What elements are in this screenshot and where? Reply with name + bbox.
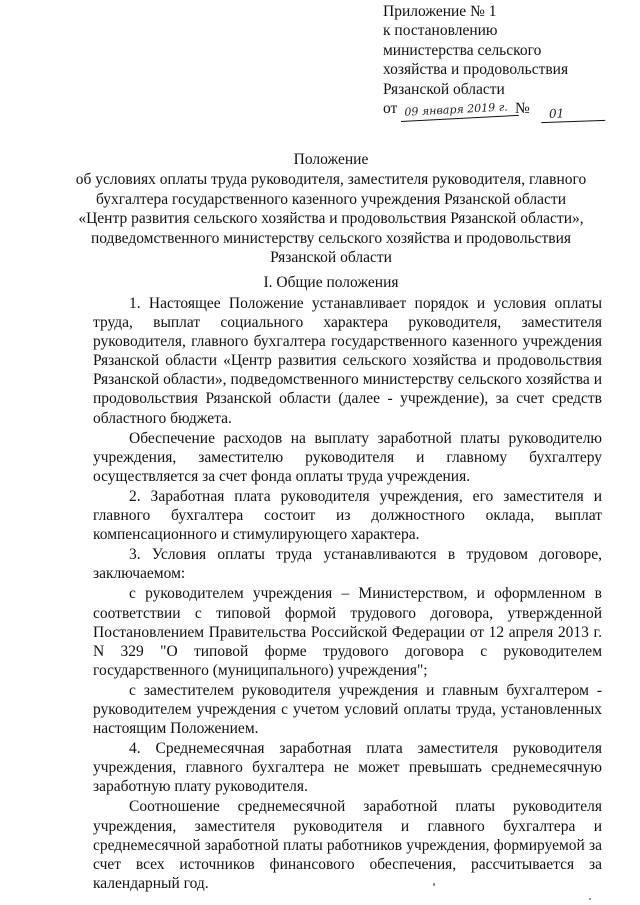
title-subtitle: об условиях оплаты труда руководителя, заместителя руководителя, главного бухгалтера государственного казенного учреждения Рязанской области «Центр развития сельского хозяйства и продовольствия Рязанской области», подведомственного министерству сельского хозяйства и продовольствия Рязанской области [75,171,587,267]
appendix-line: к постановлению [383,22,498,40]
paragraph: с руководителем учреждения – Министерством, и оформленном в соответствии с типовой формой трудового договора, утвержденной Постановлением Правительства Российской Федерации от 12 апреля 2013 г. N 329 "О типовой форме трудового договора с руководителем государственного (муниципального) учреждения"; [93,585,602,679]
date-prefix: от [383,100,398,118]
scan-speck [433,883,435,886]
appendix-line: Рязанской области [383,80,505,98]
paragraph: Соотношение среднемесячной заработной платы руководителя учреждения, заместителя руководителя и главного бухгалтера и среднемесячной заработной платы работников учреждения, формируемой за счет всех источников финансового обеспечения, рассчитывается за календарный год. [93,798,602,892]
appendix-line: хозяйства и продовольствия [383,61,569,79]
scan-speck [589,898,591,900]
title-heading: Положение [293,151,369,168]
paragraph: 2. Заработная плата руководителя учреждения, его заместителя и главного бухгалтера состоит из должностного оклада, выплат компенсационного и стимулирующего характера. [93,487,602,544]
body-text [93,294,602,894]
paragraph: с заместителем руководителя учреждения и главным бухгалтером - руководителем учреждения с учетом условий оплаты труда, установленных настоящим Положением. [93,681,602,738]
paragraph: 4. Среднемесячная заработная плата заместителя руководителя учреждения, главного бухгалтера не может превышать среднемесячную заработную плату руководителя. [93,740,602,796]
handwritten-number: 01 [541,106,605,123]
appendix-date-line [383,99,623,121]
paragraph: 1. Настоящее Положение устанавливает порядок и условия оплаты труда, выплат социального характера руководителя, заместителя руководителя, главного бухгалтера государственного казенного учреждения Рязанской области «Центр развития сельского хозяйства и продовольствия Рязанской области», подведомственного министерству сельского хозяйства и продовольствия Рязанской области (далее - учреждение), за счет средств областного бюджета. [93,295,602,427]
document-title [74,150,588,267]
handwritten-date: 09 января 2019 г. [400,101,519,122]
number-sign: № [515,100,530,118]
paragraph: Обеспечение расходов на выплату заработной платы руководителю учреждения, заместителю руководителя и главному бухгалтеру осуществляется за счет фонда оплаты труда учреждения. [93,429,602,485]
appendix-line: министерства сельского [383,41,542,59]
paragraph: 3. Условия оплаты труда устанавливаются в трудовом договоре, заключаемом: [93,546,602,583]
appendix-line: Приложение № 1 [383,3,497,20]
section-heading: I. Общие положения [263,274,399,291]
appendix-block [383,2,623,121]
